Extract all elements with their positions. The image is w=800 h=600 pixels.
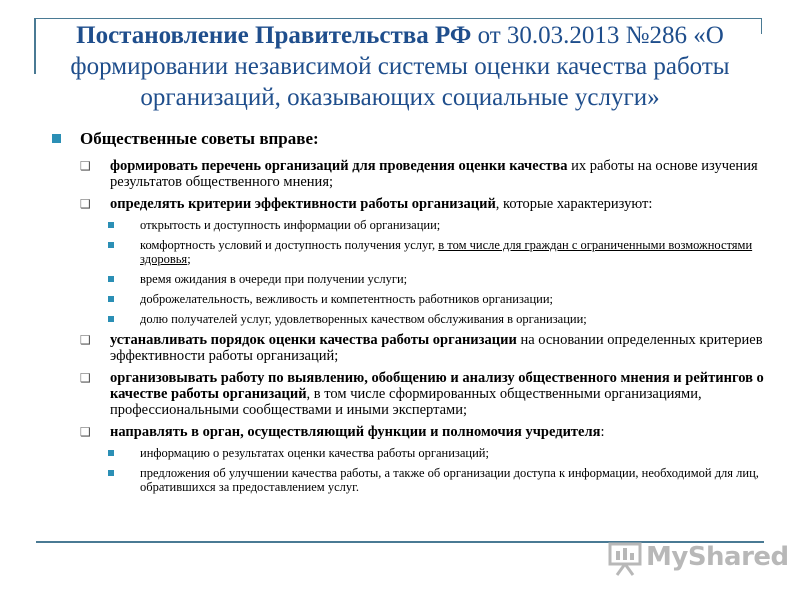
checkbox-bullet-icon: ❑ xyxy=(80,333,91,347)
checkbox-bullet-icon: ❑ xyxy=(80,425,91,439)
slide-title xyxy=(40,20,760,113)
sub-item-text: открытость и доступность информации об организации; xyxy=(140,218,441,232)
square-bullet-icon xyxy=(108,222,114,228)
sub-item xyxy=(46,218,776,232)
list-item xyxy=(46,196,776,212)
item-rest: , которые характеризуют: xyxy=(495,196,653,212)
checkbox-bullet-icon: ❑ xyxy=(80,371,91,385)
slide-content xyxy=(46,128,776,500)
square-bullet-icon xyxy=(108,316,114,322)
item-bold: направлять в орган, осуществляющий функции и полномочия учредителя xyxy=(110,424,601,440)
list-item xyxy=(46,424,776,440)
item-bold: формировать перечень организаций для проведения оценки качества xyxy=(110,158,568,174)
sub-item-text: доброжелательность, вежливость и компетентность работников организации; xyxy=(140,292,554,306)
myshared-logo xyxy=(608,536,789,576)
right-border-tick xyxy=(761,18,762,34)
item-bold: организовывать работу по выявлению, обобщению и анализу общественного мнения и рейтингов о качестве работы организаций xyxy=(110,370,764,402)
sub-item xyxy=(46,292,776,306)
heading-item xyxy=(46,128,776,149)
list-item xyxy=(46,370,776,418)
sub-item-text: время ожидания в очереди при получении услуги; xyxy=(140,272,408,286)
sub-item-text: комфортность условий и доступность получения услуг, xyxy=(140,238,439,252)
checkbox-bullet-icon: ❑ xyxy=(80,197,91,211)
square-bullet-icon xyxy=(108,296,114,302)
sub-item-text: предложения об улучшении качества работы, а также об организации доступа к информации, необходимой для лиц, обратившихся за предоставлением услуг. xyxy=(140,466,759,494)
title-bold: Постановление Правительства РФ xyxy=(76,22,472,49)
checkbox-bullet-icon: ❑ xyxy=(80,159,91,173)
title-rest: от 30.03.2013 №286 «О формировании независимой системы оценки качества работы организаций, оказывающих социальные услуги» xyxy=(70,22,730,111)
sub-item xyxy=(46,446,776,460)
square-bullet-icon xyxy=(108,276,114,282)
square-bullet-icon xyxy=(108,450,114,456)
square-bullet-icon xyxy=(52,134,61,143)
sub-item-underlined: в том числе для граждан с ограниченными возможностями здоровья xyxy=(140,238,753,266)
item-rest: , в том числе сформированных общественными организациями, профессиональными сообществами и иными экспертами; xyxy=(110,386,702,418)
left-border-line xyxy=(34,18,36,74)
item-rest: их работы на основе изучения результатов общественного мнения; xyxy=(110,158,758,190)
list-item xyxy=(46,332,776,364)
item-bold: устанавливать порядок оценки качества работы организации xyxy=(110,332,517,348)
heading-text: Общественные советы вправе: xyxy=(80,129,319,148)
sub-item-text: долю получателей услуг, удовлетворенных качеством обслуживания в организации; xyxy=(140,312,587,326)
sub-item-tail: ; xyxy=(187,252,191,266)
sub-item-text: информацию о результатах оценки качества работы организаций; xyxy=(140,446,489,460)
top-border-line xyxy=(34,18,762,19)
sub-item xyxy=(46,312,776,326)
presentation-board-icon xyxy=(608,542,642,576)
item-bold: определять критерии эффективности работы организаций xyxy=(110,196,496,212)
sub-item xyxy=(46,238,776,266)
list-item xyxy=(46,158,776,190)
logo-text: MyShared xyxy=(646,542,789,572)
sub-item xyxy=(46,272,776,286)
item-rest: : xyxy=(600,424,605,440)
sub-item xyxy=(46,466,776,494)
square-bullet-icon xyxy=(108,242,114,248)
item-rest: на основании определенных критериев эффективности работы организаций; xyxy=(110,332,763,364)
square-bullet-icon xyxy=(108,470,114,476)
